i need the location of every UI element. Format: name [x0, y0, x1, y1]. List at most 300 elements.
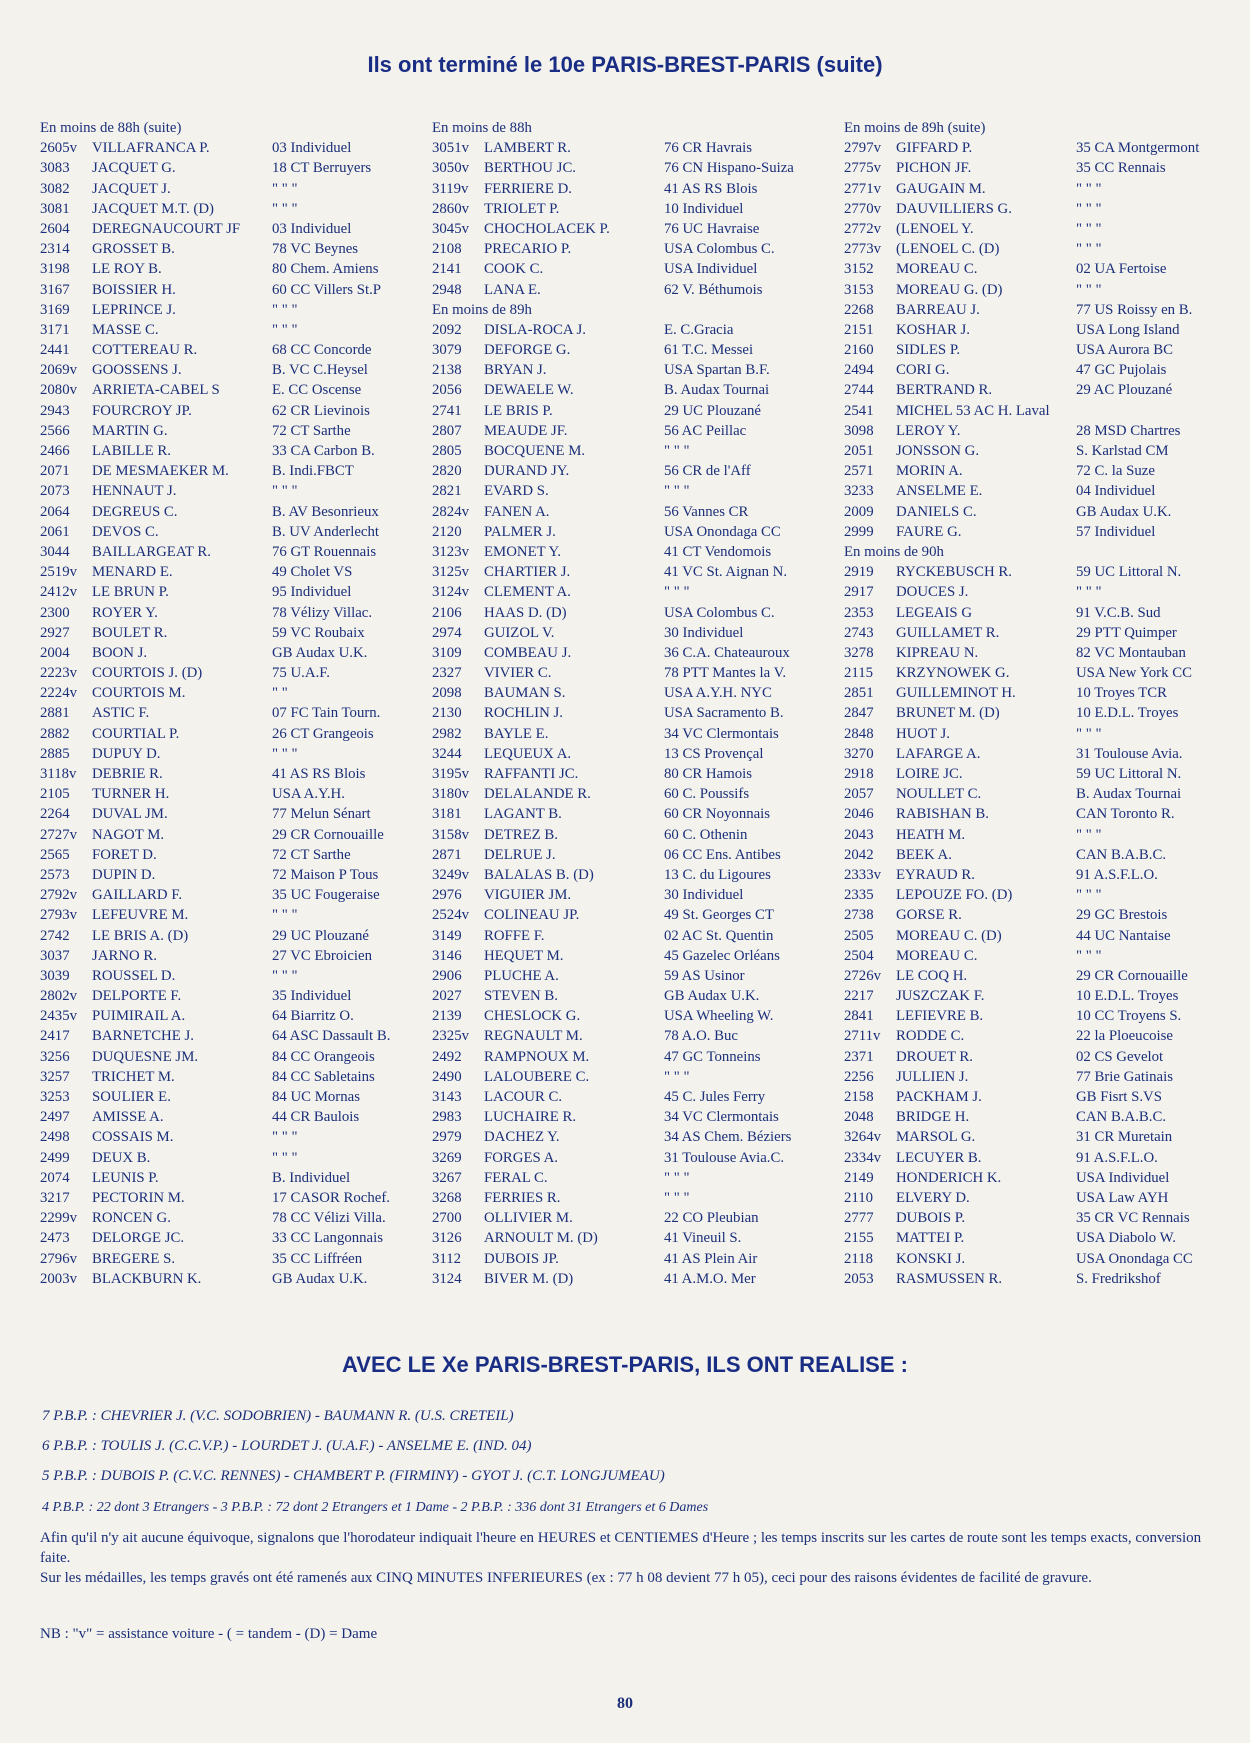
rider-club: USA Sacramento B. — [664, 705, 784, 722]
rider-name: FERRIES R. — [484, 1189, 561, 1206]
rider-number: 2314 — [40, 241, 70, 258]
rider-club: 13 C. du Ligoures — [664, 866, 771, 883]
rider-club: " " " — [1076, 887, 1102, 904]
result-row — [40, 1026, 450, 1046]
rider-club: 82 VC Montauban — [1076, 644, 1186, 661]
rider-club: 34 VC Clermontais — [664, 725, 779, 742]
result-row — [844, 360, 1250, 380]
rider-name: LE COQ H. — [896, 967, 968, 984]
rider-number: 2851 — [844, 685, 874, 702]
result-row — [432, 1127, 842, 1147]
rider-name: LE BRIS A. (D) — [92, 927, 189, 944]
result-row — [432, 1047, 842, 1067]
rider-club: 34 VC Clermontais — [664, 1109, 779, 1126]
rider-club: " " " — [272, 745, 298, 762]
result-row — [40, 784, 450, 804]
rider-number: 2882 — [40, 725, 70, 742]
result-row — [432, 946, 842, 966]
rider-number: 2919 — [844, 564, 874, 581]
rider-club: 10 E.D.L. Troyes — [1076, 705, 1179, 722]
rider-name: KRZYNOWEK G. — [896, 665, 1010, 682]
rider-name: LE BRUN P. — [92, 584, 169, 601]
result-row — [844, 158, 1250, 178]
rider-number: 2003v — [40, 1270, 77, 1287]
result-row — [40, 502, 450, 522]
rider-number: 3181 — [432, 806, 462, 823]
rider-name: CHESLOCK G. — [484, 1008, 581, 1025]
rider-number: 3249v — [432, 866, 469, 883]
result-row — [844, 300, 1250, 320]
result-row — [844, 683, 1250, 703]
result-row — [432, 542, 842, 562]
rider-club: 35 UC Fougeraise — [272, 887, 380, 904]
result-row — [844, 522, 1250, 542]
section-heading: En moins de 88h — [432, 120, 532, 136]
rider-name: ARRIETA-CABEL S — [92, 382, 220, 399]
rider-number: 2982 — [432, 725, 462, 742]
rider-club: 41 AS RS Blois — [664, 180, 758, 197]
result-row — [844, 966, 1250, 986]
rider-name: MOREAU C. — [896, 261, 978, 278]
note-paragraph: Sur les médailles, les temps gravés ont été ramenés aux CINQ MINUTES INFERIEURES (ex : 77 h 08 devient 77 h 05), ceci pour des raisons évidentes de facilité de gravure. — [40, 1570, 1092, 1586]
result-row — [844, 905, 1250, 925]
rider-club: CAN Toronto R. — [1076, 806, 1175, 823]
rider-number: 2027 — [432, 988, 462, 1005]
result-row — [844, 461, 1250, 481]
result-row — [844, 663, 1250, 683]
rider-name: HUOT J. — [896, 725, 950, 742]
result-row — [844, 643, 1250, 663]
rider-number: 2792v — [40, 887, 77, 904]
result-row — [40, 239, 450, 259]
rider-club: 02 UA Fertoise — [1076, 261, 1167, 278]
rider-number: 2738 — [844, 907, 874, 924]
rider-number: 2160 — [844, 342, 874, 359]
rider-number: 3125v — [432, 564, 469, 581]
result-row — [844, 199, 1250, 219]
rider-name: DELRUE J. — [484, 846, 556, 863]
rider-number: 3153 — [844, 281, 874, 298]
result-row — [844, 946, 1250, 966]
rider-name: GIFFARD P. — [896, 140, 973, 157]
rider-club: " " " — [272, 180, 298, 197]
result-row — [40, 401, 450, 421]
rider-number: 3112 — [432, 1250, 462, 1267]
rider-name: DEBRIE R. — [92, 766, 163, 782]
rider-club: 30 Individuel — [664, 624, 744, 641]
rider-name: DEREGNAUCOURT JF — [92, 220, 241, 237]
rider-number: 3146 — [432, 947, 462, 964]
rider-club: 72 CT Sarthe — [272, 422, 351, 439]
rider-club: 91 A.S.F.L.O. — [1076, 1149, 1158, 1166]
result-row — [432, 481, 842, 501]
rider-number: 2334v — [844, 1149, 881, 1166]
rider-number: 3037 — [40, 947, 70, 964]
rider-club: 35 CC Liffréen — [272, 1250, 363, 1267]
rider-club: 78 Vélizy Villac. — [272, 604, 373, 621]
rider-club: CAN B.A.B.C. — [1076, 846, 1167, 863]
rider-club: 49 St. Georges CT — [664, 907, 774, 924]
rider-name: LEFIEVRE B. — [896, 1008, 984, 1025]
result-row — [844, 804, 1250, 824]
rider-number: 2743 — [844, 624, 874, 641]
rider-number: 2106 — [432, 604, 462, 621]
rider-name: MICHEL 53 AC H. Laval — [896, 402, 1050, 419]
rider-number: 2821 — [432, 483, 462, 500]
result-row — [40, 926, 450, 946]
rider-club: 91 V.C.B. Sud — [1076, 604, 1161, 621]
rider-number: 3124 — [432, 1270, 462, 1287]
result-row — [40, 1067, 450, 1087]
rider-number: 2158 — [844, 1089, 874, 1105]
rider-name: VIVIER C. — [484, 665, 552, 682]
rider-club: 45 Gazelec Orléans — [664, 947, 780, 964]
rider-club: 26 CT Grangeois — [272, 725, 374, 742]
rider-club: " " " — [664, 1068, 690, 1085]
rider-club: 41 A.M.O. Mer — [664, 1270, 756, 1287]
result-row — [432, 1188, 842, 1208]
rider-name: STEVEN B. — [484, 988, 558, 1005]
rider-name: KIPREAU N. — [896, 644, 979, 661]
page-number: 80 — [617, 1695, 633, 1712]
result-row — [40, 683, 450, 703]
result-row — [844, 1087, 1250, 1107]
rider-club: " " " — [272, 907, 298, 924]
rider-club: 76 GT Rouennais — [272, 543, 377, 560]
rider-number: 3256 — [40, 1048, 70, 1065]
result-row — [844, 1107, 1250, 1127]
rider-club: 35 CA Montgermont — [1076, 140, 1200, 157]
rider-name: NAGOT M. — [92, 826, 165, 843]
rider-number: 2441 — [40, 342, 70, 359]
rider-name: DAUVILLIERS G. — [896, 200, 1012, 217]
result-row — [40, 461, 450, 481]
rider-name: COMBEAU J. — [484, 644, 572, 661]
section-heading: En moins de 89h — [432, 301, 532, 318]
rider-club: 41 AS RS Blois — [272, 766, 366, 782]
rider-name: COURTIAL P. — [92, 725, 180, 742]
rider-club: 56 Vannes CR — [664, 503, 749, 520]
rider-club: USA Diabolo W. — [1076, 1230, 1176, 1247]
rider-name: DELPORTE F. — [92, 988, 182, 1005]
result-row — [432, 522, 842, 542]
rider-number: 2796v — [40, 1250, 77, 1267]
rider-number: 2881 — [40, 705, 70, 722]
result-row — [844, 1127, 1250, 1147]
rider-name: DUBOIS P. — [896, 1210, 966, 1227]
result-row — [40, 1087, 450, 1107]
result-row — [432, 421, 842, 441]
rider-name: LANA E. — [484, 281, 541, 298]
rider-number: 2847 — [844, 705, 874, 722]
rider-name: ASTIC F. — [92, 705, 150, 722]
result-row — [844, 623, 1250, 643]
achievement-summary: 4 P.B.P. : 22 dont 3 Etrangers - 3 P.B.P. : 72 dont 2 Etrangers et 1 Dame - 2 P.B.P. : 336 dont 31 Etrangers et 6 Dames — [42, 1500, 709, 1515]
result-row — [432, 401, 842, 421]
rider-club: 56 AC Peillac — [664, 422, 747, 439]
rider-club: 33 CC Langonnais — [272, 1230, 383, 1247]
rider-number: 2571 — [844, 463, 874, 480]
rider-club: GB Audax U.K. — [1076, 503, 1172, 520]
rider-club: GB Fisrt S.VS — [1076, 1089, 1162, 1105]
result-row — [40, 340, 450, 360]
result-row — [432, 683, 842, 703]
rider-club: 77 Brie Gatinais — [1076, 1068, 1173, 1085]
rider-name: BIVER M. (D) — [484, 1270, 574, 1287]
rider-club: S. Fredrikshof — [1076, 1270, 1161, 1287]
result-row — [40, 219, 450, 239]
section-heading: En moins de 88h (suite) — [40, 120, 182, 136]
rider-club: 29 PTT Quimper — [1076, 624, 1177, 641]
rider-name: COSSAIS M. — [92, 1129, 174, 1146]
result-row — [844, 421, 1250, 441]
rider-number: 2906 — [432, 967, 462, 984]
result-row — [844, 1249, 1250, 1269]
rider-club: 77 Melun Sénart — [272, 806, 371, 823]
rider-number: 2046 — [844, 806, 874, 823]
rider-number: 3269 — [432, 1149, 462, 1166]
result-row — [844, 320, 1250, 340]
rider-number: 2741 — [432, 402, 462, 419]
result-row — [432, 744, 842, 764]
rider-club: " " " — [664, 584, 690, 601]
rider-number: 3257 — [40, 1068, 70, 1085]
result-row — [844, 1026, 1250, 1046]
rider-number: 2435v — [40, 1008, 77, 1025]
rider-name: JACQUET M.T. (D) — [92, 200, 214, 217]
result-row — [40, 825, 450, 845]
rider-club: " " " — [1076, 180, 1102, 197]
rider-club: " " " — [1076, 584, 1102, 601]
result-row — [40, 1148, 450, 1168]
rider-club: 31 Toulouse Avia.C. — [664, 1149, 785, 1166]
rider-name: BALALAS B. (D) — [484, 866, 594, 883]
rider-number: 2118 — [844, 1250, 874, 1267]
rider-name: DELORGE JC. — [92, 1230, 185, 1247]
rider-club: " " " — [272, 967, 298, 984]
result-row — [432, 219, 842, 239]
rider-number: 2069v — [40, 362, 77, 379]
rider-number: 2061 — [40, 523, 70, 540]
rider-club: " " — [272, 685, 288, 702]
rider-name: COURTOIS J. (D) — [92, 665, 203, 682]
rider-club: 10 Individuel — [664, 200, 744, 217]
rider-name: MOREAU C. (D) — [896, 927, 1002, 944]
rider-number: 2871 — [432, 846, 462, 863]
rider-name: GORSE R. — [896, 907, 962, 924]
rider-name: CHOCHOLACEK P. — [484, 220, 610, 237]
result-row — [432, 966, 842, 986]
result-row — [432, 865, 842, 885]
rider-number: 3253 — [40, 1089, 70, 1105]
rider-club: 34 AS Chem. Béziers — [664, 1129, 792, 1146]
rider-name: LEQUEUX A. — [484, 745, 572, 762]
achievement-line: 5 P.B.P. : DUBOIS P. (C.V.C. RENNES) - CHAMBERT P. (FIRMINY) - GYOT J. (C.T. LONGJUMEAU) — [42, 1468, 665, 1484]
result-row — [432, 1148, 842, 1168]
rider-number: 3126 — [432, 1230, 462, 1247]
rider-club: 59 UC Littoral N. — [1076, 766, 1182, 782]
rider-club: " " " — [664, 483, 690, 500]
rider-number: 2071 — [40, 463, 70, 480]
rider-number: 2217 — [844, 988, 874, 1005]
rider-name: KOSHAR J. — [896, 321, 970, 338]
rider-name: RONCEN G. — [92, 1210, 171, 1227]
rider-club: 84 CC Orangeois — [272, 1048, 375, 1065]
rider-club: 04 Individuel — [1076, 483, 1156, 500]
results-column — [432, 118, 842, 1289]
rider-name: JACQUET J. — [92, 180, 171, 197]
rider-name: RABISHAN B. — [896, 806, 989, 823]
rider-club: GB Audax U.K. — [664, 988, 760, 1005]
rider-name: GAUGAIN M. — [896, 180, 986, 197]
rider-club: 17 CASOR Rochef. — [272, 1189, 390, 1206]
rider-name: HEQUET M. — [484, 947, 564, 964]
result-row — [40, 1168, 450, 1188]
rider-number: 2256 — [844, 1068, 874, 1085]
achievements-title: AVEC LE Xe PARIS-BREST-PARIS, ILS ONT REALISE : — [342, 1352, 908, 1377]
result-row — [432, 138, 842, 158]
rider-club: 35 CC Rennais — [1076, 160, 1166, 177]
result-row — [432, 623, 842, 643]
result-row — [432, 179, 842, 199]
achievement-line: 6 P.B.P. : TOULIS J. (C.C.V.P.) - LOURDET J. (U.A.F.) - ANSELME E. (IND. 04) — [42, 1438, 532, 1454]
rider-name: BLACKBURN K. — [92, 1270, 202, 1287]
rider-number: 2976 — [432, 887, 462, 904]
rider-name: DANIELS C. — [896, 503, 977, 520]
result-row — [844, 885, 1250, 905]
rider-number: 2371 — [844, 1048, 874, 1065]
rider-name: DUBOIS JP. — [484, 1250, 559, 1267]
page-title: Ils ont terminé le 10e PARIS-BREST-PARIS (suite) — [367, 52, 883, 77]
rider-name: LAFARGE A. — [896, 745, 981, 762]
rider-name: MARSOL G. — [896, 1129, 976, 1146]
rider-number: 2264 — [40, 806, 70, 823]
result-row — [40, 946, 450, 966]
result-row — [40, 623, 450, 643]
rider-number: 2711v — [844, 1028, 881, 1045]
rider-club: " " " — [272, 321, 298, 338]
rider-name: PALMER J. — [484, 523, 556, 540]
rider-number: 2519v — [40, 564, 77, 581]
rider-club: 41 Vineuil S. — [664, 1230, 742, 1247]
rider-number: 2080v — [40, 382, 77, 399]
note-paragraph: Afin qu'il n'y ait aucune équivoque, signalons que l'horodateur indiquait l'heure en HEURES et CENTIEMES d'Heure ; les temps inscrits sur les cartes de route sont les temps exacts, conversion faite. — [40, 1530, 1202, 1566]
rider-name: HEATH M. — [896, 826, 966, 843]
rider-name: JUSZCZAK F. — [896, 988, 985, 1005]
rider-number: 2917 — [844, 584, 874, 601]
rider-club: GB Audax U.K. — [272, 644, 368, 661]
rider-number: 2009 — [844, 503, 874, 520]
rider-number: 2885 — [40, 745, 70, 762]
result-row — [40, 643, 450, 663]
result-row — [844, 441, 1250, 461]
rider-name: LEFEUVRE M. — [92, 907, 189, 924]
rider-number: 2042 — [844, 846, 874, 863]
rider-number: 2807 — [432, 422, 462, 439]
rider-club: 13 CS Provençal — [664, 745, 764, 762]
result-row — [432, 461, 842, 481]
rider-name: DEFORGE G. — [484, 342, 571, 359]
rider-number: 3083 — [40, 160, 70, 177]
rider-number: 2092 — [432, 321, 462, 338]
result-row — [432, 703, 842, 723]
rider-club: 78 PTT Mantes la V. — [664, 665, 787, 682]
rider-club: 47 GC Tonneins — [664, 1048, 761, 1065]
rider-name: RODDE C. — [896, 1028, 965, 1045]
rider-number: 2943 — [40, 402, 70, 419]
rider-name: HONDERICH K. — [896, 1169, 1002, 1186]
result-row — [40, 582, 450, 602]
rider-club: 29 CR Cornouaille — [1076, 967, 1188, 984]
result-row — [432, 1107, 842, 1127]
rider-number: 2777 — [844, 1210, 874, 1227]
result-row — [432, 199, 842, 219]
rider-number: 3267 — [432, 1169, 462, 1186]
rider-club: 47 GC Pujolais — [1076, 362, 1167, 379]
rider-number: 3268 — [432, 1189, 462, 1206]
result-row — [844, 1208, 1250, 1228]
result-row — [844, 259, 1250, 279]
rider-club: 22 CO Pleubian — [664, 1210, 759, 1227]
rider-club: 76 CR Havrais — [664, 140, 752, 157]
rider-name: DELALANDE R. — [484, 786, 591, 803]
rider-club: USA Law AYH — [1076, 1189, 1169, 1206]
rider-number: 2223v — [40, 665, 77, 682]
rider-club: " " " — [664, 443, 690, 459]
result-row — [40, 280, 450, 300]
rider-club: 56 CR de l'Aff — [664, 463, 751, 480]
rider-name: DEGREUS C. — [92, 503, 178, 520]
rider-number: 3264v — [844, 1129, 881, 1146]
result-row — [844, 1168, 1250, 1188]
rider-number: 2138 — [432, 362, 462, 379]
rider-name: BOULET R. — [92, 624, 168, 641]
rider-number: 2918 — [844, 766, 874, 782]
rider-club: E. CC Oscense — [272, 382, 362, 399]
result-row — [844, 724, 1250, 744]
rider-club: " " " — [272, 200, 298, 217]
rider-club: 59 UC Littoral N. — [1076, 564, 1182, 581]
rider-name: BARREAU J. — [896, 301, 980, 318]
rider-name: FERAL C. — [484, 1169, 548, 1186]
rider-name: GUILLEMINOT H. — [896, 685, 1016, 702]
rider-club: 35 CR VC Rennais — [1076, 1210, 1190, 1227]
rider-name: SOULIER E. — [92, 1089, 171, 1105]
rider-club: 29 GC Brestois — [1076, 907, 1168, 924]
rider-name: ELVERY D. — [896, 1189, 970, 1206]
rider-club: " " " — [272, 483, 298, 500]
legend-note: NB : "v" = assistance voiture - ( = tandem - (D) = Dame — [40, 1626, 378, 1642]
rider-number: 3169 — [40, 301, 70, 318]
result-row — [844, 986, 1250, 1006]
rider-number: 3098 — [844, 422, 874, 439]
result-row — [844, 179, 1250, 199]
rider-name: RYCKEBUSCH R. — [896, 564, 1012, 581]
rider-number: 2149 — [844, 1169, 874, 1186]
rider-name: ROUSSEL D. — [92, 967, 176, 984]
rider-number: 2860v — [432, 200, 469, 217]
rider-number: 2927 — [40, 624, 70, 641]
rider-name: JONSSON G. — [896, 443, 980, 459]
result-row — [844, 703, 1250, 723]
rider-name: DUQUESNE JM. — [92, 1048, 199, 1065]
rider-name: FORGES A. — [484, 1149, 559, 1166]
rider-club: 77 US Roissy en B. — [1076, 301, 1193, 318]
rider-number: 2473 — [40, 1230, 70, 1247]
result-row — [844, 764, 1250, 784]
rider-name: RASMUSSEN R. — [896, 1270, 1003, 1287]
rider-name: REGNAULT M. — [484, 1028, 583, 1045]
